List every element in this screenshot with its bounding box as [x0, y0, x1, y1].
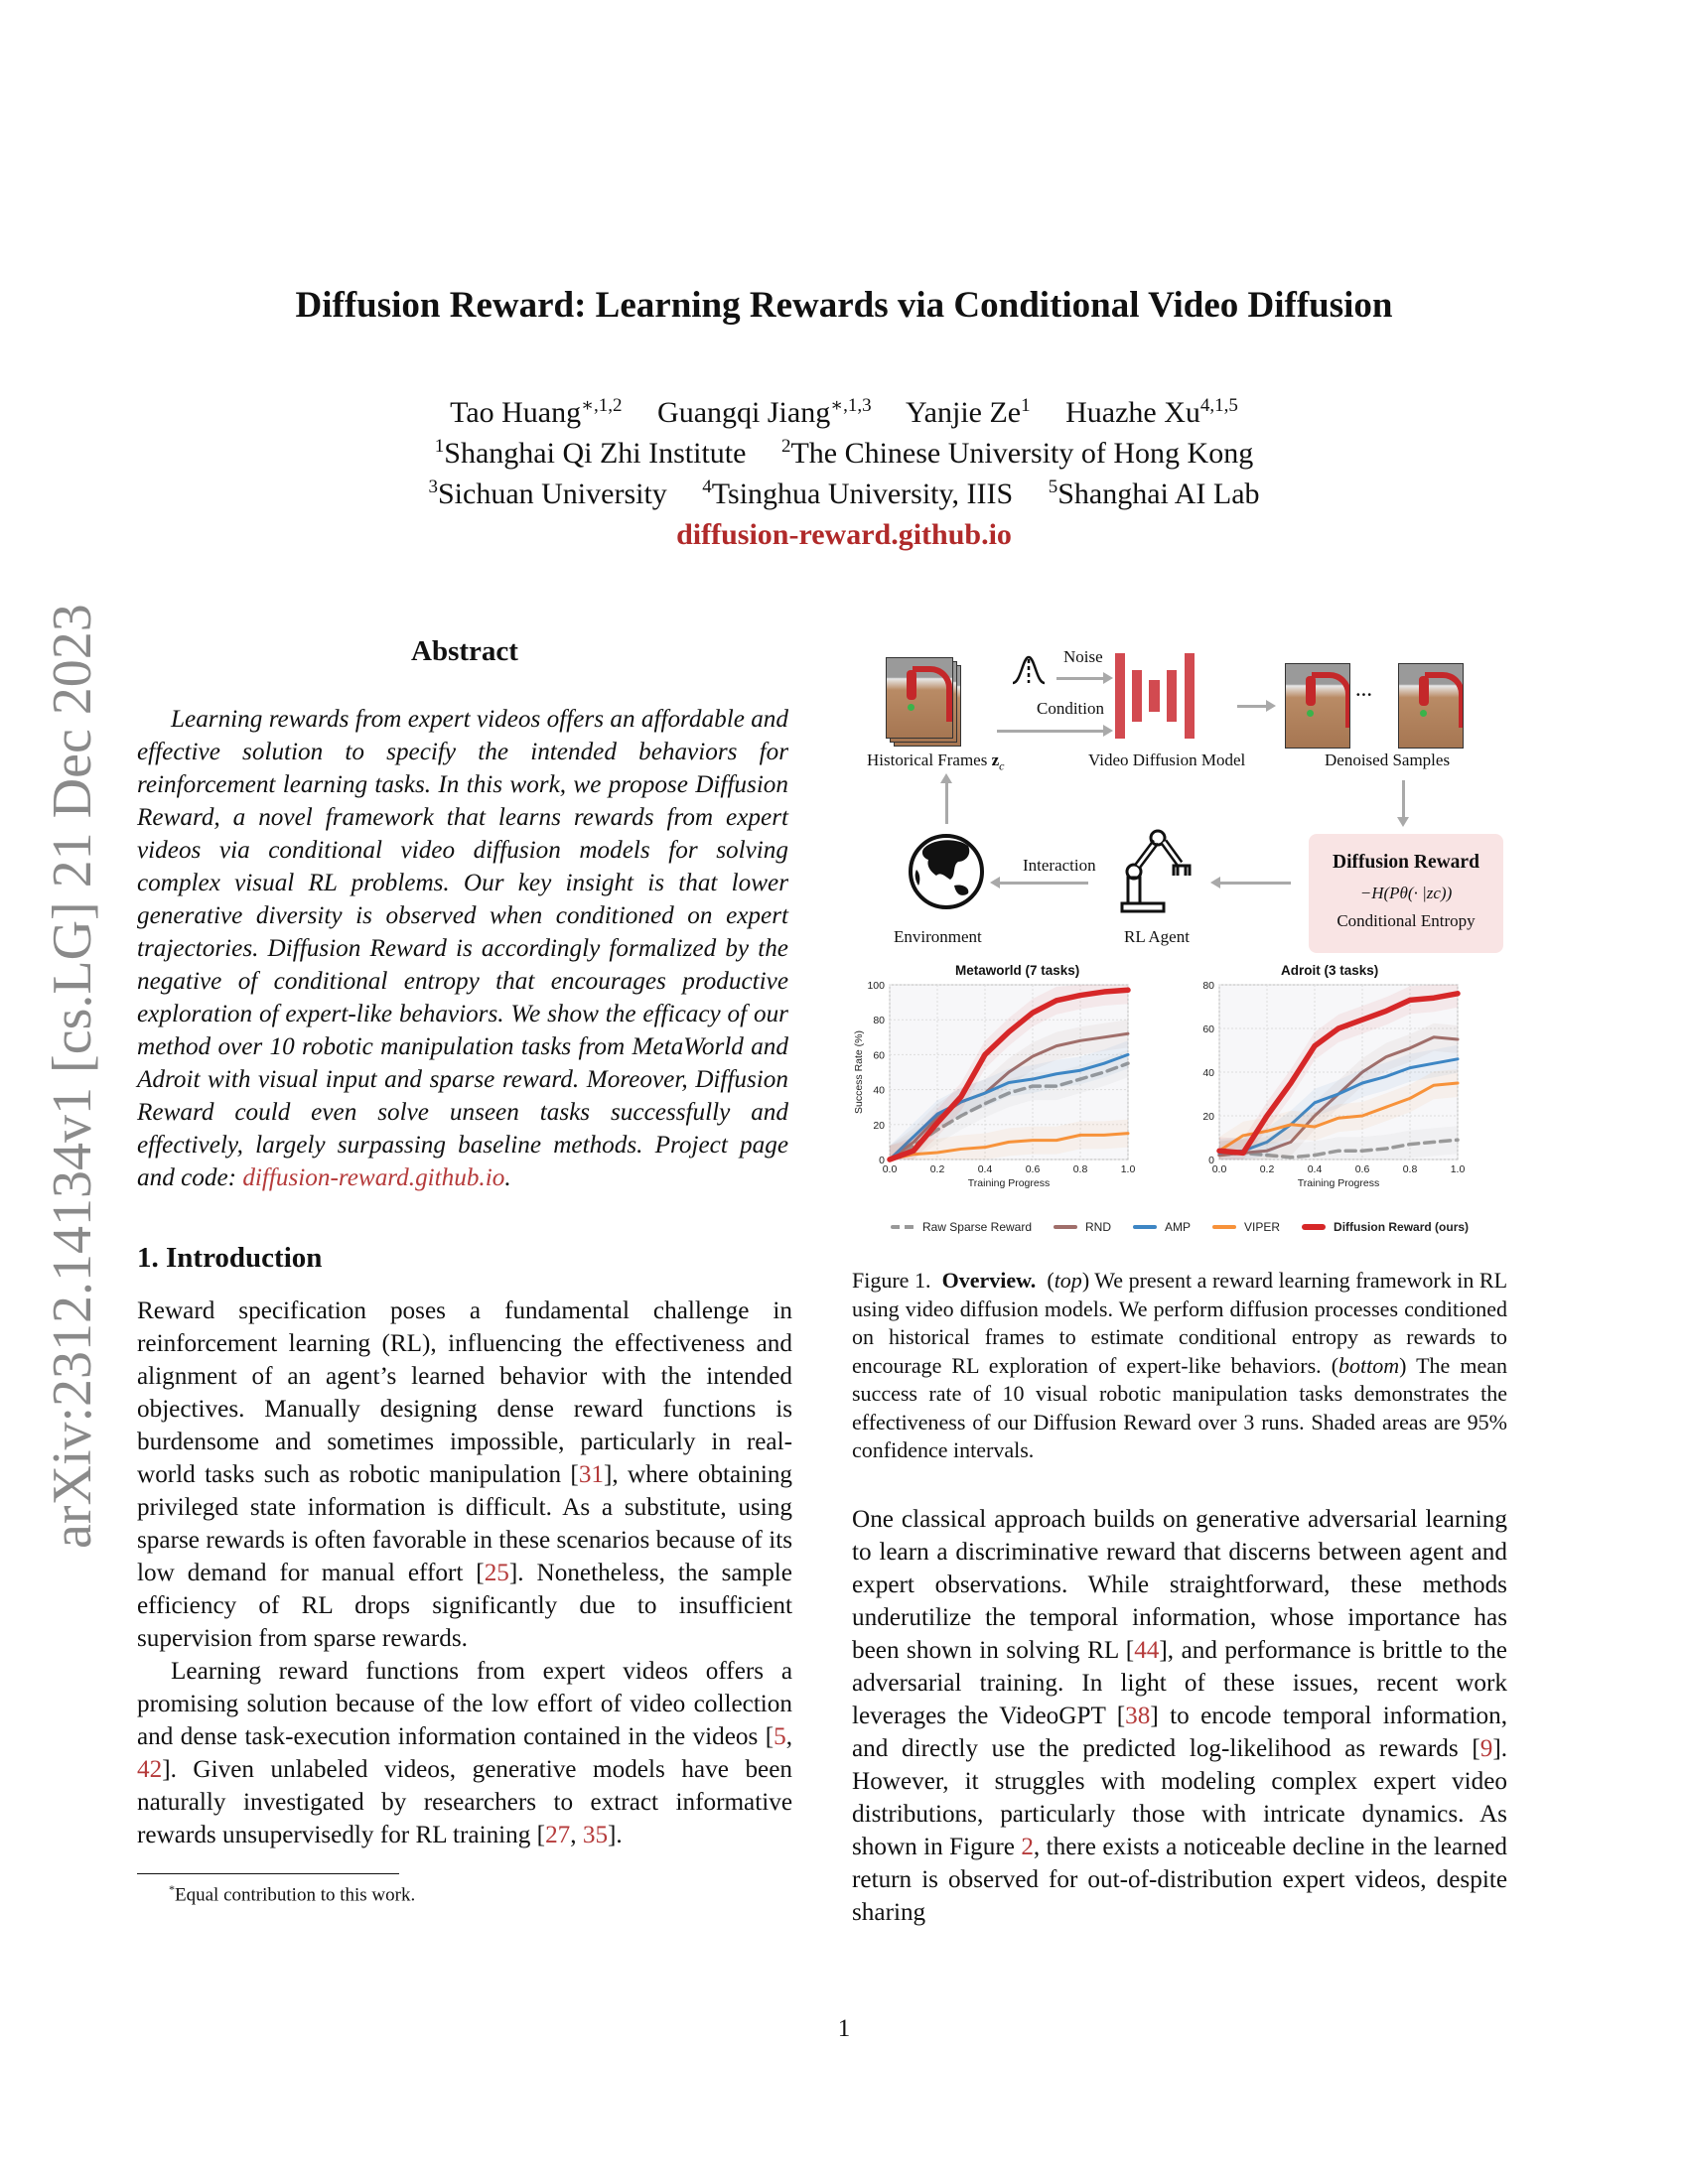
affiliation: The Chinese University of Hong Kong	[790, 437, 1254, 470]
denoised-sample-image	[1285, 663, 1350, 749]
right-column-paragraph	[852, 1503, 1507, 1929]
text-run: , there exists a noticeable decline in the learned return is observed for out-of-distribution expert videos, despite sharing	[852, 1833, 1507, 1926]
caption-top: top	[1054, 1268, 1082, 1293]
author-affiliation-mark: 1	[1021, 395, 1031, 416]
abstract-body: Learning rewards from expert videos offers an affordable and effective solution to specify the intended behaviors for reinforcement learning tasks. In this work, we propose Diffusion Reward, a novel framework that learns rewards from expert videos via conditional video diffusion models for solving complex visual RL problems. Our key insight is that lower generative diversity is observed when conditioned on expert trajectories. Diffusion Reward is accordingly formalized by the negative of conditional entropy that encourages productive exploration of expert-like behaviors. We show the efficacy of our method over 10 robotic manipulation tasks from MetaWorld and Adroit with visual input and sparse reward. Moreover, Diffusion Reward could even solve unseen tasks successfully and effectively, largely surpassing baseline methods. Project page and code:	[137, 706, 788, 1191]
x-tick-label: 0.4	[1307, 1163, 1323, 1175]
right-column	[852, 635, 1507, 1929]
diffusion-reward-title: Diffusion Reward	[1333, 852, 1479, 873]
author-affiliation-mark: ∗,1,2	[581, 395, 623, 416]
legend-swatch	[1302, 1224, 1326, 1230]
condition-label: Condition	[1037, 699, 1105, 718]
x-tick-label: 0.0	[882, 1163, 898, 1175]
legend-item-diffusion-reward	[1302, 1220, 1469, 1234]
conditional-entropy-label: Conditional Entropy	[1336, 911, 1476, 930]
affiliation-mark: 1	[434, 436, 445, 457]
citation-link[interactable]: 27	[545, 1822, 571, 1848]
legend-swatch	[1054, 1225, 1077, 1229]
text-run: Learning reward functions from expert videos offers a promising solution because of the low effort of video collection and dense task-execution information contained in the videos [	[137, 1658, 792, 1750]
historical-frames-stack	[886, 657, 965, 747]
page-number: 1	[837, 2015, 851, 2042]
noise-arrow	[1056, 677, 1104, 680]
x-tick-label: 0.0	[1211, 1163, 1227, 1175]
ellipsis: ···	[1355, 685, 1373, 704]
caption-text: We present a reward learning framework in RL using video diffusion models. We perform diffusion processes conditioned on historical frames to estimate conditional entropy as rewards to encourage RL exploration of expert-like behaviors. (	[852, 1268, 1508, 1378]
author-name: Yanjie Ze	[906, 396, 1022, 429]
x-tick-label: 0.4	[977, 1163, 993, 1175]
citation-link[interactable]: 38	[1125, 1702, 1151, 1729]
diffusion-reward-box	[1309, 834, 1503, 953]
denoised-sample-image	[1398, 663, 1464, 749]
y-tick-label: 80	[873, 1015, 885, 1027]
abstract-period: .	[504, 1164, 511, 1191]
legend-label: VIPER	[1244, 1220, 1281, 1234]
text-run: ], and performance is brittle to the adversarial training. In light of these issues, recent work leverages the VideoGPT [	[852, 1636, 1507, 1729]
abstract-heading: Abstract	[411, 635, 518, 667]
x-axis-label: Training Progress	[1297, 1177, 1380, 1189]
samples-to-reward-arrow	[1402, 780, 1405, 818]
text-run: ] to encode temporal information, and directly use the predicted log-likelihood as rewards [	[852, 1702, 1507, 1762]
x-tick-label: 0.8	[1402, 1163, 1418, 1175]
legend-item-amp	[1133, 1220, 1191, 1234]
author-name: Huazhe Xu	[1065, 396, 1200, 429]
footnote	[137, 1882, 792, 1906]
zc-symbol: z	[991, 751, 1000, 769]
x-tick-label: 0.2	[1259, 1163, 1275, 1175]
text-run: ,	[785, 1723, 792, 1750]
legend-label: RND	[1085, 1220, 1111, 1234]
y-tick-label: 80	[1202, 980, 1214, 992]
caption-text: ) The mean success rate of 10 visual robotic manipulation tasks demonstrates the effectiveness of our Diffusion Reward over 3 runs. Shaded areas are 95% confidence intervals.	[852, 1352, 1507, 1462]
y-tick-label: 0	[1208, 1155, 1214, 1166]
citation-link[interactable]: 42	[137, 1756, 163, 1783]
affiliation-line	[0, 474, 1688, 514]
author-affiliation-mark: ∗,1,3	[830, 395, 872, 416]
y-tick-label: 40	[873, 1084, 885, 1097]
chart-title-metaworld: Metaworld (7 tasks)	[955, 963, 1080, 978]
intro-paragraph-2	[137, 1655, 792, 1851]
footnote-mark: *	[169, 1882, 175, 1896]
arxiv-identifier-stamp: arXiv:2312.14134v1 [cs.LG] 21 Dec 2023	[42, 604, 103, 1549]
footnote-divider	[137, 1873, 399, 1874]
author-block	[0, 392, 1688, 555]
left-column	[137, 635, 792, 1906]
caption-label: Figure 1.	[852, 1268, 931, 1293]
video-diffusion-model-icon	[1115, 653, 1195, 749]
affiliation-line	[0, 433, 1688, 474]
y-tick-label: 100	[867, 980, 885, 992]
author-affiliation-mark: 4,1,5	[1199, 395, 1238, 416]
legend-item-raw-sparse	[891, 1220, 1032, 1234]
y-tick-label: 60	[873, 1049, 885, 1062]
globe-environment-icon	[907, 832, 986, 911]
historical-frames-label	[867, 751, 1004, 773]
legend-label: AMP	[1165, 1220, 1192, 1234]
affiliation-mark: 2	[780, 436, 791, 457]
legend-label: Raw Sparse Reward	[921, 1220, 1032, 1234]
author-name: Guangqi Jiang	[657, 396, 831, 429]
footnote-text: Equal contribution to this work.	[175, 1884, 416, 1906]
gaussian-noise-icon	[1011, 653, 1047, 687]
legend-swatch	[1133, 1225, 1157, 1229]
chart-legend	[852, 1211, 1507, 1243]
affiliation: Shanghai Qi Zhi Institute	[444, 437, 747, 470]
interaction-arrow	[999, 882, 1088, 885]
figure-1-caption: Figure 1. Overview. (top) We present a reward learning framework in RL using video diffusion models. We perform diffusion processes conditioned on historical frames to estimate conditional entropy as rewards to encourage RL exploration of expert-like behaviors. (bottom) The mean success rate of 10 visual robotic manipulation tasks demonstrates the effectiveness of our Diffusion Reward over 3 runs. Shaded areas are 95% confidence intervals.	[852, 1268, 1508, 1462]
figure-reference-link[interactable]: 2	[1021, 1833, 1034, 1860]
legend-label: Diffusion Reward (ours)	[1334, 1220, 1470, 1234]
figure-1-diagram	[852, 635, 1507, 963]
robot-arm-frame-image	[886, 657, 953, 739]
label-text: Historical Frames	[867, 751, 992, 769]
affiliation-mark: 3	[428, 477, 438, 497]
robot-arm-agent-icon	[1116, 826, 1197, 917]
citation-link[interactable]: 35	[582, 1822, 609, 1848]
interaction-label: Interaction	[1023, 856, 1096, 875]
figure-1-charts	[852, 963, 1507, 1211]
author-name: Tao Huang	[450, 396, 582, 429]
environment-label: Environment	[894, 927, 982, 946]
legend-swatch	[1212, 1225, 1236, 1229]
text-run: ].	[608, 1822, 623, 1848]
affiliation-mark: 5	[1048, 477, 1058, 497]
environment-to-frames-arrow	[945, 782, 948, 824]
intro-paragraph-1	[137, 1295, 792, 1655]
noise-label: Noise	[1063, 647, 1103, 666]
citation-link[interactable]: 31	[578, 1461, 605, 1488]
text-run: ]. Nonetheless, the sample efficiency of RL drops significantly due to insufficient supervision from sparse rewards.	[137, 1560, 792, 1652]
citation-link[interactable]: 5	[774, 1723, 786, 1750]
x-tick-label: 1.0	[1120, 1163, 1136, 1175]
text-run: One classical approach builds on generative adversarial learning to learn a discriminative reward that discerns between agent and expert observations. While straightforward, these methods underutilize the temporal information, whose importance has been shown in solving RL [	[852, 1505, 1507, 1664]
reward-to-agent-arrow	[1219, 882, 1291, 885]
chart-title-adroit: Adroit (3 tasks)	[1281, 963, 1379, 978]
legend-item-rnd	[1054, 1220, 1111, 1234]
y-tick-label: 20	[1202, 1111, 1214, 1123]
y-axis-label: Success Rate (%)	[853, 1029, 865, 1115]
x-tick-label: 0.6	[1354, 1163, 1370, 1175]
zc-subscript: c	[999, 758, 1005, 773]
denoised-samples-label: Denoised Samples	[1325, 751, 1451, 769]
success-rate-line-charts	[852, 963, 1507, 1211]
conditional-entropy-formula: −H(Pθ(· |zc))	[1359, 884, 1453, 902]
x-axis-label: Training Progress	[967, 1177, 1051, 1189]
rl-agent-label: RL Agent	[1124, 927, 1190, 946]
y-tick-label: 60	[1202, 1024, 1214, 1035]
text-run: ]. Given unlabeled videos, generative models have been naturally investigated by researchers to extract informative rewards unsupervisedly for RL training [	[137, 1756, 792, 1848]
x-tick-label: 0.6	[1025, 1163, 1041, 1175]
y-tick-label: 20	[873, 1119, 885, 1132]
condition-arrow	[997, 730, 1104, 733]
author-list	[0, 392, 1688, 433]
citation-link[interactable]: 9	[1479, 1734, 1493, 1762]
abstract-text	[137, 703, 792, 1194]
output-arrow	[1237, 705, 1267, 708]
affiliation: Tsinghua University, IIIS	[711, 478, 1014, 510]
affiliation: Shanghai AI Lab	[1057, 478, 1260, 510]
affiliation-mark: 4	[702, 477, 712, 497]
caption-bottom: bottom	[1338, 1352, 1400, 1378]
text-run: Reward specification poses a fundamental challenge in reinforcement learning (RL), influencing the effectiveness and alignment of an agent’s learned behavior with the intended objectives. Manually designing dense reward functions is burdensome and sometimes impossible, particularly in real-world tasks such as robotic manipulation [	[137, 1297, 792, 1488]
abstract-project-link[interactable]: diffusion-reward.github.io	[242, 1164, 505, 1191]
citation-link[interactable]: 44	[1134, 1636, 1160, 1664]
affiliation: Sichuan University	[437, 478, 667, 510]
video-diffusion-model-label: Video Diffusion Model	[1088, 751, 1246, 769]
citation-link[interactable]: 25	[484, 1560, 509, 1586]
caption-bold: Overview.	[941, 1268, 1037, 1293]
paper-title: Diffusion Reward: Learning Rewards via Conditional Video Diffusion	[295, 285, 1393, 326]
y-tick-label: 0	[879, 1155, 885, 1166]
project-page-link[interactable]: diffusion-reward.github.io	[676, 518, 1012, 551]
x-tick-label: 0.2	[929, 1163, 945, 1175]
legend-item-viper	[1212, 1220, 1280, 1234]
legend-swatch	[891, 1225, 914, 1229]
text-run: ], where obtaining privileged state information is difficult. As a substitute, using sparse rewards is often favorable in these scenarios because of its low demand for manual effort [	[137, 1461, 793, 1586]
text-run: ,	[570, 1822, 583, 1848]
section-heading-introduction: 1. Introduction	[137, 1242, 323, 1274]
x-tick-label: 0.8	[1072, 1163, 1088, 1175]
x-tick-label: 1.0	[1450, 1163, 1466, 1175]
y-tick-label: 40	[1202, 1067, 1214, 1079]
text-run: ]. However, it struggles with modeling complex expert video distributions, particularly those with intricate dynamics. As shown in Figure	[852, 1734, 1507, 1860]
